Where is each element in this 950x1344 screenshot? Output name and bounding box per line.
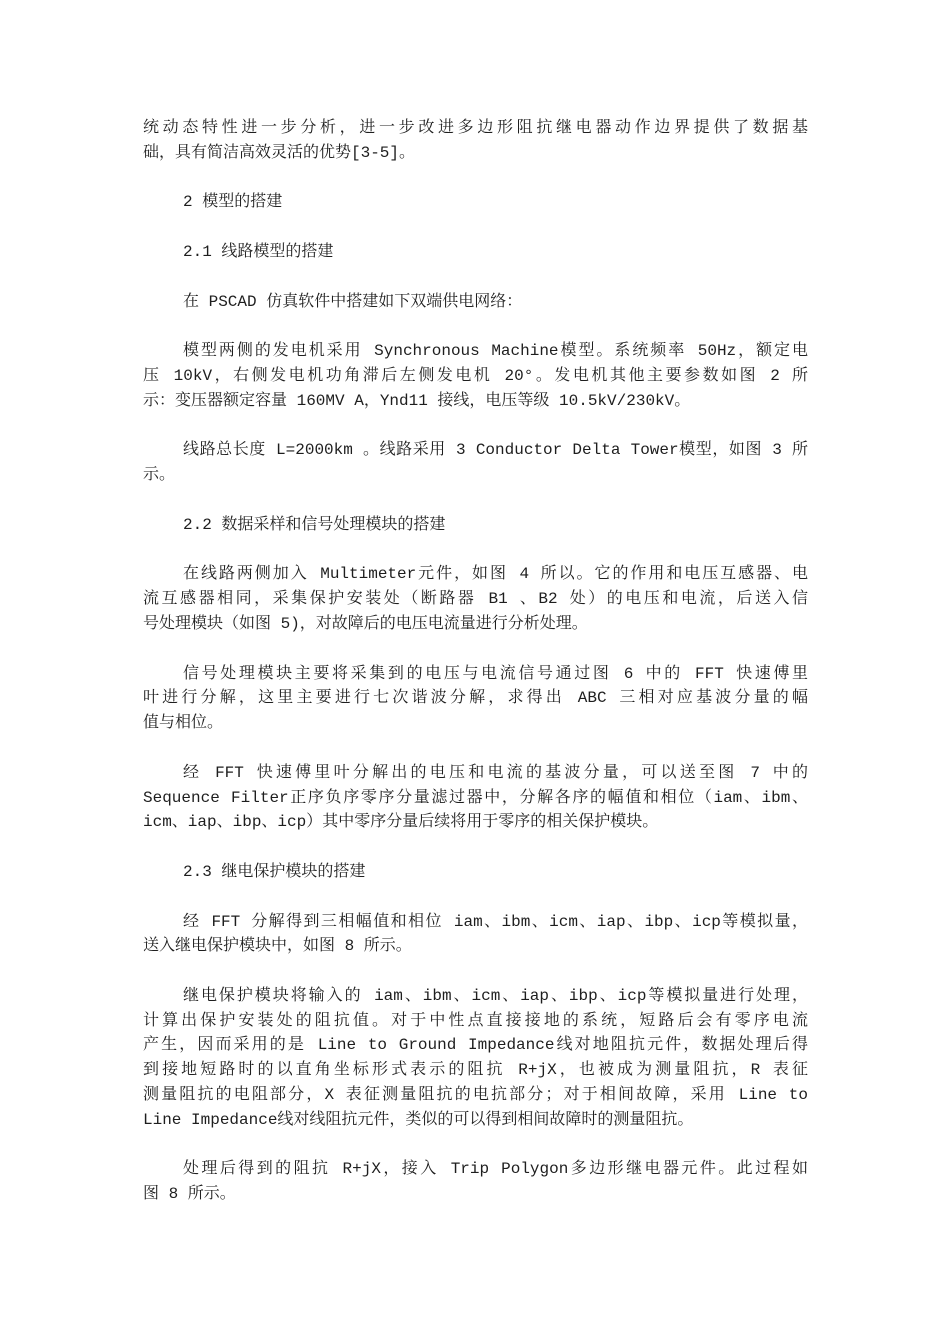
text-line: 号处理模块（如图 5)，对故障后的电压电流量进行分析处理。 xyxy=(143,614,588,633)
paragraph xyxy=(143,662,808,736)
text-line: 继电保护模块将输入的 iam、ibm、icm、iap、ibp、icp等模拟量进行处理， xyxy=(183,986,808,1005)
subsection-heading xyxy=(143,860,808,885)
text-line: 线路总长度 L=2000km 。线路采用 3 Conductor Delta Tower模型，如图 3 所 xyxy=(183,441,808,460)
paragraph xyxy=(143,984,808,1133)
paragraph xyxy=(143,562,808,636)
text-line: 在线路两侧加入 Multimeter元件，如图 4 所以。它的作用和电压互感器、电 xyxy=(183,565,808,584)
subsection-heading xyxy=(143,240,808,265)
text-line: 压 10kV，右侧发电机功角滞后左侧发电机 20°。发电机其他主要参数如图 2 所 xyxy=(143,366,808,385)
text-line: 到接地短路时的以直角坐标形式表示的阻抗 R+jX，也被成为测量阻抗，R 表征 xyxy=(143,1061,808,1080)
text-line: 值与相位。 xyxy=(143,714,224,733)
text-line: 送入继电保护模块中，如图 8 所示。 xyxy=(143,937,412,956)
text-line: 示。 xyxy=(143,466,176,485)
paragraph xyxy=(143,116,808,166)
text-line: 础，具有简洁高效灵活的优势[3-5]。 xyxy=(143,143,416,162)
text-line: icm、iap、ibp、icp）其中零序分量后续将用于零序的相关保护模块。 xyxy=(143,813,659,832)
heading-text: 2.2 数据采样和信号处理模块的搭建 xyxy=(183,515,446,534)
section-heading xyxy=(143,190,808,215)
text-line: 叶进行分解，这里主要进行七次谐波分解，求得出 ABC 三相对应基波分量的幅 xyxy=(143,689,808,708)
paragraph xyxy=(143,761,808,835)
heading-text: 2 模型的搭建 xyxy=(183,193,283,212)
text-line: 计算出保护安装处的阻抗值。对于中性点直接接地的系统，短路后会有零序电流 xyxy=(143,1011,808,1030)
text-line: 信号处理模块主要将采集到的电压与电流信号通过图 6 中的 FFT 快速傅里 xyxy=(183,664,808,683)
heading-text: 2.3 继电保护模块的搭建 xyxy=(183,862,366,881)
text-line: 示：变压器额定容量 160MV A，Ynd11 接线，电压等级 10.5kV/230kV。 xyxy=(143,391,691,410)
text-line: 测量阻抗的电阻部分，X 表征测量阻抗的电抗部分；对于相间故障，采用 Line to xyxy=(143,1086,808,1105)
text-line: 在 PSCAD 仿真软件中搭建如下双端供电网络： xyxy=(183,292,523,311)
text-line: 处理后得到的阻抗 R+jX，接入 Trip Polygon多边形继电器元件。此过程如 xyxy=(183,1160,808,1179)
text-line: 经 FFT 快速傅里叶分解出的电压和电流的基波分量，可以送至图 7 中的 xyxy=(183,763,808,782)
text-line: 产生，因而采用的是 Line to Ground Impedance线对地阻抗元件，数据处理后得 xyxy=(143,1036,808,1055)
text-line: 经 FFT 分解得到三相幅值和相位 iam、ibm、icm、iap、ibp、icp等模拟量， xyxy=(183,912,808,931)
text-line: Line Impedance线对线阻抗元件，类似的可以得到相间故障时的测量阻抗。 xyxy=(143,1110,694,1129)
text-line: 统动态特性进一步分析，进一步改进多边形阻抗继电器动作边界提供了数据基 xyxy=(143,119,808,137)
paragraph xyxy=(143,910,808,960)
paragraph xyxy=(143,339,808,413)
subsection-heading xyxy=(143,513,808,538)
text-line: 流互感器相同，采集保护安装处（断路器 B1 、B2 处）的电压和电流，后送入信 xyxy=(143,590,808,609)
heading-text: 2.1 线路模型的搭建 xyxy=(183,242,334,261)
text-line: 模型两侧的发电机采用 Synchronous Machine模型。系统频率 50Hz，额定电 xyxy=(183,342,808,361)
body-text xyxy=(143,116,808,1232)
text-line: 图 8 所示。 xyxy=(143,1185,236,1204)
paragraph xyxy=(143,438,808,488)
paragraph xyxy=(143,1157,808,1207)
text-line: Sequence Filter正序负序零序分量滤过器中，分解各序的幅值和相位（iam、ibm、 xyxy=(143,788,808,807)
paragraph xyxy=(143,290,808,315)
